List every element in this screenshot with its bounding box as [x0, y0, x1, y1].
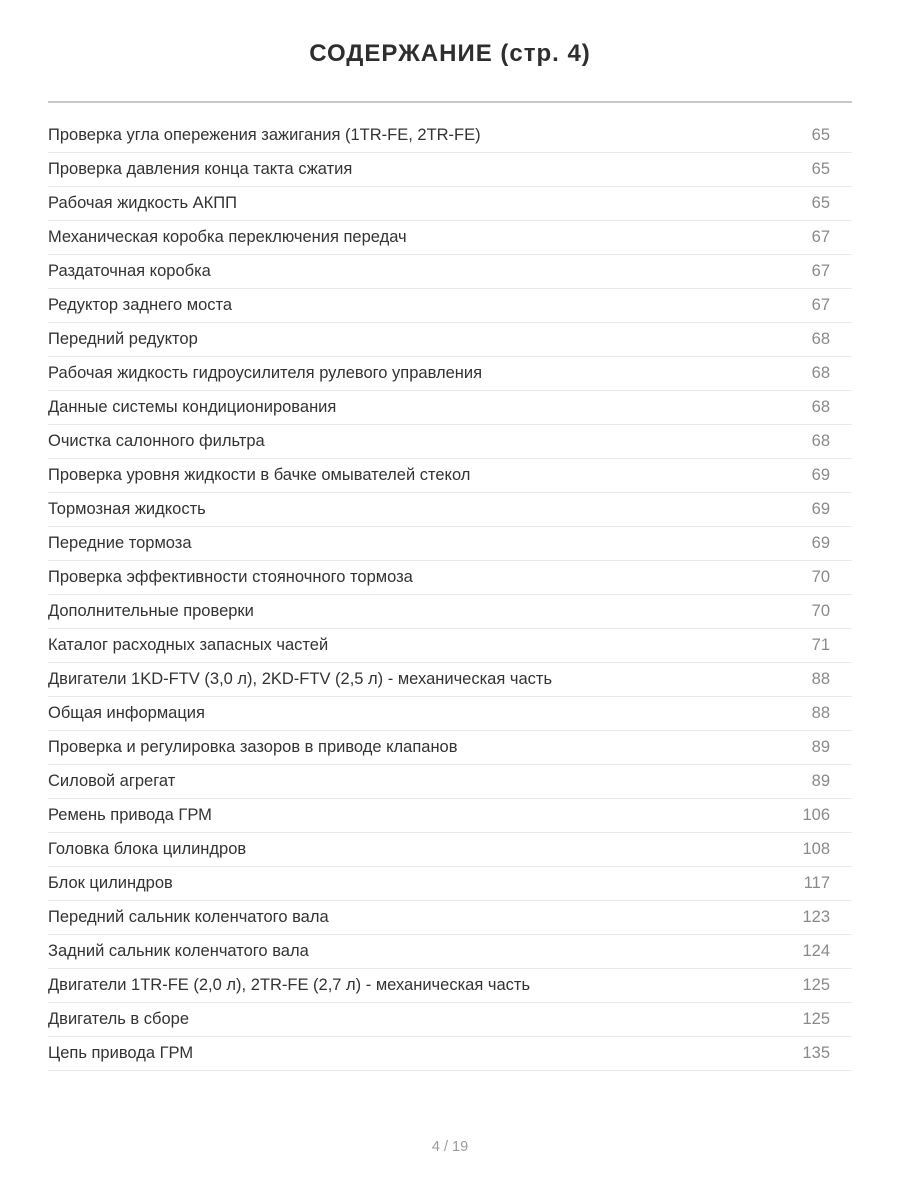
toc-entry-title: Задний сальник коленчатого вала [48, 942, 309, 960]
toc-row[interactable] [48, 221, 852, 255]
toc-entry-page: 70 [811, 568, 830, 586]
toc-row[interactable] [48, 663, 852, 697]
toc-entry-title: Головка блока цилиндров [48, 840, 247, 858]
toc-entry-title: Блок цилиндров [48, 874, 173, 892]
toc-row[interactable] [48, 629, 852, 663]
toc-row[interactable] [48, 119, 852, 153]
toc-row[interactable] [48, 697, 852, 731]
toc-row[interactable] [48, 1037, 852, 1071]
toc-row[interactable] [48, 323, 852, 357]
toc-entry-page: 68 [811, 432, 830, 450]
toc-entry-page: 68 [811, 364, 830, 382]
toc-row[interactable] [48, 595, 852, 629]
toc-row[interactable] [48, 561, 852, 595]
toc-entry-title: Передний сальник коленчатого вала [48, 908, 329, 926]
toc-entry-page: 65 [811, 126, 830, 144]
toc-entry-title: Рабочая жидкость гидроусилителя рулевого управления [48, 364, 483, 382]
toc-entry-title: Проверка и регулировка зазоров в приводе клапанов [48, 738, 458, 756]
toc-row[interactable] [48, 799, 852, 833]
toc-row[interactable] [48, 765, 852, 799]
toc-entry-page: 70 [811, 602, 830, 620]
toc-entry-title: Раздаточная коробка [48, 262, 211, 280]
toc-entry-title: Передний редуктор [48, 330, 198, 348]
toc-entry-title: Механическая коробка переключения передач [48, 228, 407, 246]
toc-entry-title: Редуктор заднего моста [48, 296, 233, 314]
toc-entry-title: Проверка эффективности стояночного тормоза [48, 568, 413, 586]
toc-entry-page: 67 [811, 296, 830, 314]
toc-entry-title: Дополнительные проверки [48, 602, 254, 620]
toc-entry-page: 88 [811, 670, 830, 688]
toc-entry-page: 89 [811, 772, 830, 790]
toc-entry-page: 106 [802, 806, 830, 824]
toc-entry-title: Передние тормоза [48, 534, 192, 552]
toc-entry-page: 67 [811, 228, 830, 246]
toc-row[interactable] [48, 391, 852, 425]
toc-entry-page: 69 [811, 466, 830, 484]
toc-entry-title: Тормозная жидкость [48, 500, 206, 518]
toc-list [48, 119, 852, 1071]
toc-entry-page: 125 [802, 1010, 830, 1028]
toc-row[interactable] [48, 493, 852, 527]
toc-row[interactable] [48, 935, 852, 969]
toc-row[interactable] [48, 357, 852, 391]
toc-row[interactable] [48, 425, 852, 459]
toc-row[interactable] [48, 153, 852, 187]
page-footer: 4 / 19 [431, 1139, 469, 1155]
toc-entry-title: Двигатель в сборе [48, 1010, 190, 1028]
toc-entry-page: 69 [811, 500, 830, 518]
toc-entry-title: Проверка уровня жидкости в бачке омывателей стекол [48, 466, 471, 484]
toc-row[interactable] [48, 867, 852, 901]
toc-row[interactable] [48, 255, 852, 289]
toc-entry-page: 89 [811, 738, 830, 756]
toc-entry-title: Данные системы кондиционирования [48, 398, 337, 416]
toc-entry-title: Рабочая жидкость АКПП [48, 194, 237, 212]
toc-entry-title: Общая информация [48, 704, 205, 722]
toc-row[interactable] [48, 901, 852, 935]
toc-row[interactable] [48, 833, 852, 867]
page-title: СОДЕРЖАНИЕ (стр. 4) [309, 40, 591, 67]
toc-entry-page: 67 [811, 262, 830, 280]
toc-entry-page: 117 [803, 874, 830, 892]
toc-row[interactable] [48, 289, 852, 323]
toc-entry-title: Проверка давления конца такта сжатия [48, 160, 353, 178]
toc-entry-page: 123 [802, 908, 830, 926]
toc-entry-title: Очистка салонного фильтра [48, 432, 265, 450]
toc-entry-page: 124 [802, 942, 830, 960]
toc-entry-title: Цепь привода ГРМ [48, 1044, 194, 1062]
toc-entry-page: 88 [811, 704, 830, 722]
toc-entry-title: Каталог расходных запасных частей [48, 636, 329, 654]
toc-row[interactable] [48, 731, 852, 765]
toc-entry-page: 108 [802, 840, 830, 858]
toc-row[interactable] [48, 459, 852, 493]
toc-entry-title: Силовой агрегат [48, 772, 176, 790]
toc-entry-title: Двигатели 1KD-FTV (3,0 л), 2KD-FTV (2,5 л) - механическая часть [48, 670, 553, 688]
toc-entry-page: 69 [811, 534, 830, 552]
toc-entry-page: 65 [811, 194, 830, 212]
toc-row[interactable] [48, 1003, 852, 1037]
toc-row[interactable] [48, 969, 852, 1003]
toc-row[interactable] [48, 187, 852, 221]
toc-entry-title: Двигатели 1TR-FE (2,0 л), 2TR-FE (2,7 л) - механическая часть [48, 976, 531, 994]
title-divider [48, 101, 852, 103]
toc-row[interactable] [48, 527, 852, 561]
toc-entry-title: Проверка угла опережения зажигания (1TR-FE, 2TR-FE) [48, 126, 481, 144]
toc-entry-page: 68 [811, 330, 830, 348]
toc-entry-page: 125 [802, 976, 830, 994]
toc-entry-page: 68 [811, 398, 830, 416]
toc-entry-page: 65 [811, 160, 830, 178]
toc-entry-title: Ремень привода ГРМ [48, 806, 212, 824]
toc-entry-page: 71 [811, 636, 830, 654]
toc-entry-page: 135 [802, 1044, 830, 1062]
